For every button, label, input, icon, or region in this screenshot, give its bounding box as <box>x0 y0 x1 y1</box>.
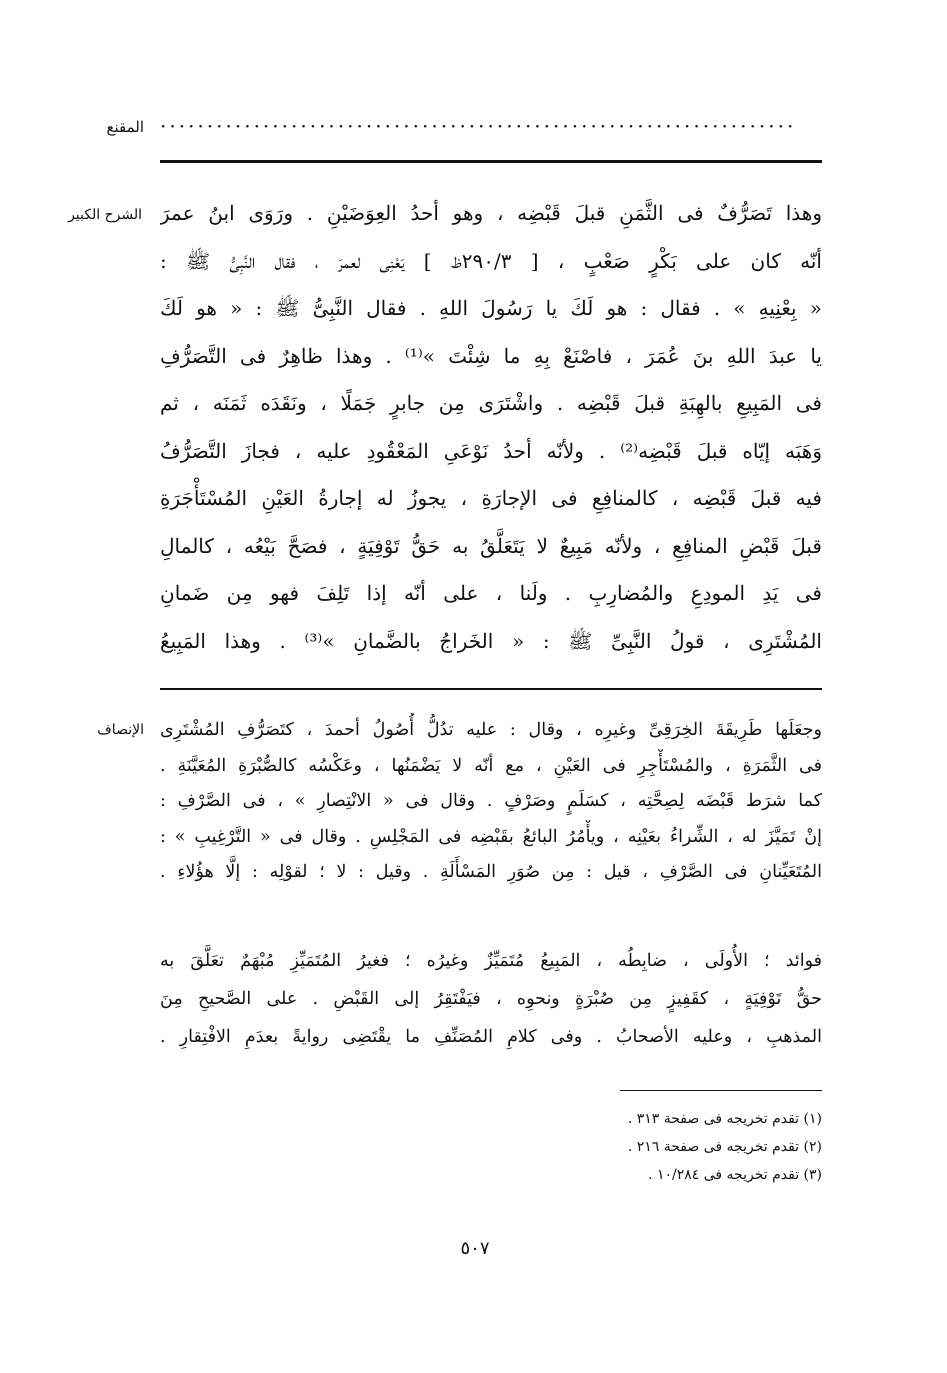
sharh-line: فيه قبلَ قَبْضِه ، كالمنافِعِ فى الإجارَةِ ، يجوزُ له إجارةُ العَيْنِ المُسْتَأْجَرَةِ <box>160 486 822 510</box>
fawaid-line: حقُّ تَوْفِيَةٍ ، كقَفِيزٍ مِن صُبْرَةٍ ونحوِه ، فيَفْتَقِرُ إلى القَبْضِ . على الصَّحيحِ مِنَ <box>160 989 822 1009</box>
margin-label-sharh: الشرح الكبير <box>68 207 142 223</box>
insaf-line: إنْ تَمَيَّزَ له ، الشِّراءُ بعَيْنِه ، ويأْمُرُ البائعُ بقَبْضِه فى المَجْلِسِ . وقال فى « التَّرْغِيبِ » : <box>160 826 822 847</box>
footnote-rule <box>620 1090 822 1091</box>
footnote: (٢) تقدم تخريجه فى صفحة ٢١٦ . <box>627 1139 822 1155</box>
sharh-line: فى يَدِ المودِعِ والمُضارِبِ . ولَنا ، على أنّه إذا تَلِفَ فهو مِن ضَمانِ <box>160 581 822 605</box>
page-number: ٥٠٧ <box>460 1238 490 1259</box>
sharh-text-block <box>160 190 822 665</box>
sharh-line: قبلَ قَبْضِ المنافِعِ ، ولأنّه مَبِيعٌ لا يَتَعَلَّقُ به حَقُّ تَوْفِيَةٍ ، فصَحَّ بَيْعُه ، كالمالِ <box>160 533 822 558</box>
header-leader-dots: ···································································· <box>160 114 797 138</box>
sharh-line: أنّه كان على بَكْرٍ صَعْبٍ ، [ ٢٩٠/٣ظ ] يَعْنِى لعمرَ ، فقال النَّبِىُّ ﷺ : <box>160 248 822 273</box>
insaf-text-block <box>160 713 822 891</box>
book-title: المقنع <box>106 118 144 136</box>
sharh-line: فى المَبِيعِ بالهِبَةِ قبلَ قَبْضِه . واشْتَرَى مِن جابرٍ جَمَلًا ، ونَقَدَه ثَمَنَه ، ثم <box>160 391 822 415</box>
fawaid-line: المذهبِ ، وعليه الأصحابُ . وفى كلامِ المُصَنِّفِ ما يقْتَضِى روايةً بعدَمِ الافْتِقارِ . <box>160 1027 822 1047</box>
footnote: (٣) تقدم تخريجه فى ١٠/٢٨٤ . <box>648 1167 822 1183</box>
sharh-line: المُشْتَرِى ، قولُ النَّبِىِّ ﷺ : « الخَراجُ بالضَّمانِ »⁽³⁾ . وهذا المَبِيعُ <box>160 628 822 653</box>
sharh-line: وهذا تَصَرُّفٌ فى الثَّمَنِ قبلَ قَبْضِه ، وهو أحدُ العِوَضَيْنِ . ورَوَى ابنُ عمرَ <box>160 201 822 225</box>
insaf-line: المُتَعَيِّنانِ فى الصَّرْفِ ، قيل : مِن صُوَرِ المَسْأَلَةِ . وقيل : لا ؛ لقوْلِه : إلَّا هؤُلاءِ . <box>160 862 822 882</box>
insaf-line: كما شرَط قَبْضَه لِصِحَّتِه ، كسَلَمٍ وصَرْفٍ . وقال فى « الانْتِصارِ » ، فى الصَّرْفِ : <box>160 791 822 811</box>
footnotes <box>560 1105 822 1189</box>
insaf-line: فى الثَّمَرَةِ ، والمُسْتَأْجِرِ فى العَيْنِ ، مع أنّه لا يَضْمَنُها ، وعَكْسُه كالصُّبْرَةِ المُعَيَّنَةِ . <box>160 755 822 776</box>
section-divider <box>160 688 822 690</box>
sharh-line: يا عبدَ اللهِ بنَ عُمَرَ ، فاصْنَعْ بِهِ ما شِئْتَ »⁽¹⁾ . وهذا ظاهِرٌ فى التَّصَرُّفِ <box>160 343 822 368</box>
footnote: (١) تقدم تخريجه فى صفحة ٣١٣ . <box>627 1111 822 1127</box>
margin-label-insaf: الإنصاف <box>97 722 144 738</box>
insaf-line: وجعَلَها طَرِيقَةَ الخِرَقِىِّ وغيرِه ، وقال : عليه تدُلُّ أُصُولُ أحمدَ ، كتَصَرُّفِ المُشْتَرِى <box>160 720 822 740</box>
fawaid-paragraph <box>160 942 822 1056</box>
sharh-line: « بِعْنِيهِ » . فقال : هو لَكَ يا رَسُولَ اللهِ . فقال النَّبِىُّ ﷺ : « هو لَكَ <box>160 296 822 320</box>
fawaid-line: فوائد ؛ الأُولَى ، ضابِطُه ، المَبِيعُ مُتَمَيِّزٌ وغيرُه ؛ فغيرُ المُتَمَيِّزِ مُبْهَمٌ تعَلَّقَ به <box>160 951 822 971</box>
sharh-line: وَهَبَه إيّاه قبلَ قَبْضِه⁽²⁾ . ولأنّه أحدُ نَوْعَىِ المَعْقُودِ عليه ، فجازَ التَّصَرُّفُ <box>160 438 822 463</box>
header-rule <box>160 160 822 163</box>
